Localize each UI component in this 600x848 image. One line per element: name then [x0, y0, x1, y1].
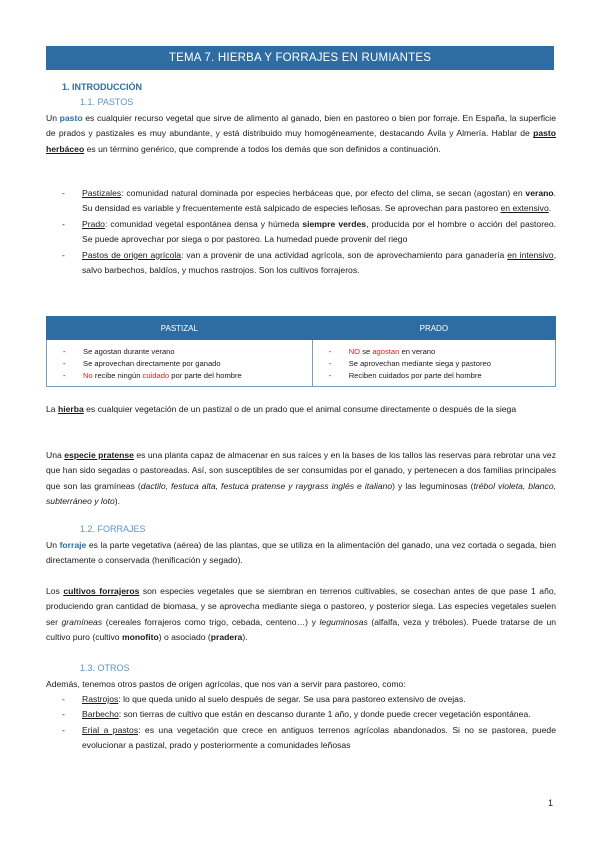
- list-item: - Reciben cuidados por parte del hombre: [329, 370, 555, 382]
- keyword-pasto: pasto: [59, 113, 83, 123]
- list-item-erial: - Erial a pastos: es una vegetación que crece en antiguos terrenos agrícolas abandonados. Si no se pastorea, puede evolucionar a pastizal, prado y posteriormente a comunidades leñosas: [62, 723, 556, 754]
- paragraph-especie-pratense: Una especie pratense es una planta capaz de almacenar en sus raíces y en la bases de los tallos las reservas para rebrotar una vez que han sido segadas o pastoreadas. Así, son susceptibles de ser consumidas por el ganado, y pertenecen a dos familias principales que son las gramíneas (dactilo, festuca alta, festuca pratense y raygrass inglés e italiano) y las leguminosas (trébol violeta, blanco, subterráneo y loto).: [46, 450, 556, 507]
- keyword-hierba: hierba: [57, 404, 84, 414]
- pasture-types-list: [62, 186, 556, 278]
- keyword-forraje: forraje: [59, 540, 87, 550]
- subsection-heading-forrajes: 1.2. FORRAJES: [80, 524, 146, 534]
- comparison-table: [46, 316, 556, 387]
- list-item: - No recibe ningún cuidado por parte del hombre: [63, 370, 312, 382]
- table-cell-pastizal: [47, 340, 313, 387]
- list-item-prado: - Prado: comunidad vegetal espontánea densa y húmeda siempre verdes, producida por el hombre o acción del pastoreo. Se puede aprovechar por siega o por pastoreo. La humedad puede provenir del riego: [62, 217, 556, 248]
- keyword-cultivos-forrajeros: cultivos forrajeros: [63, 586, 140, 596]
- list-item-rastrojos: - Rastrojos: lo que queda unido al suelo después de segar. Se usa para pastoreo extensivo de ovejas.: [62, 692, 556, 707]
- table-header-prado: PRADO: [312, 317, 555, 340]
- keyword-especie-pratense: especie pratense: [64, 450, 134, 460]
- table-cell-prado: [312, 340, 555, 387]
- list-item: - Se aprovechan mediante siega y pastoreo: [329, 358, 555, 370]
- page-number: 1: [548, 798, 554, 808]
- paragraph-cultivos-forrajeros: Los cultivos forrajeros son especies vegetales que se siembran en terrenos cultivables, se cosechan antes de que pase 1 año, produciendo gran cantidad de biomasa, y se aprovecha mediante siega o pastoreo, y posterior siega. Las especies vegetales suelen ser gramíneas (cereales forrajeros como trigo, cebada, centeno…) y leguminosas (alfalfa, veza y tréboles). Puede tratarse de un cultivo puro (cultivo monofito) o asociado (pradera).: [46, 586, 557, 643]
- list-item: - NO se agostan en verano: [329, 346, 555, 358]
- table-header-pastizal: PASTIZAL: [47, 317, 313, 340]
- document-title: TEMA 7. HIERBA Y FORRAJES EN RUMIANTES: [46, 46, 554, 70]
- agricultural-pastures-list: [62, 692, 556, 754]
- paragraph-pasto: Un pasto es cualquier recurso vegetal que sirve de alimento al ganado, bien en pastoreo o bien por forraje. En España, la superficie de prados y pastizales es muy abundante, y está distribuido muy homogéneamente, destacando Ávila y Almería. Hablar de pasto herbáceo es un término genérico, que comprende a todos los demás que son definidos a continuación.: [46, 113, 556, 154]
- keyword-pasto-herbaceo: pasto herbáceo: [46, 128, 556, 154]
- list-item-pastos-agricolas: - Pastos de origen agrícola: van a provenir de una actividad agrícola, son de aprovechamiento para ganadería en intensivo, salvo barbechos, baldíos, y muchos rastrojos. Son los cultivos forrajeros.: [62, 248, 556, 279]
- list-item-pastizales: - Pastizales: comunidad natural dominada por especies herbáceas que, por efecto del clima, se secan (agostan) en verano. Su densidad es variable y frecuentemente está salpicado de especies leñosas. Se aprovechan para pastoreo en extensivo.: [62, 186, 556, 217]
- section-heading-introduccion: 1. INTRODUCCIÓN: [62, 82, 143, 92]
- paragraph-forraje: Un forraje es la parte vegetativa (aérea) de las plantas, que se utiliza en la alimentación del ganado, una vez cortada o segada, bien directamente o conservada (henificación y segado).: [46, 540, 556, 566]
- subsection-heading-pastos: 1.1. PASTOS: [80, 97, 134, 107]
- subsection-heading-otros: 1.3. OTROS: [80, 663, 130, 673]
- list-item: - Se aprovechan directamente por ganado: [63, 358, 312, 370]
- list-item-barbecho: - Barbecho: son tierras de cultivo que están en descanso durante 1 año, y donde puede crecer vegetación espontánea.: [62, 707, 556, 722]
- paragraph-otros-intro: Además, tenemos otros pastos de origen agrícolas, que nos van a servir para pastoreo, como:: [46, 679, 406, 689]
- paragraph-hierba: La hierba es cualquier vegetación de un pastizal o de un prado que el animal consume directamente o después de la siega: [46, 404, 517, 414]
- list-item: - Se agostan durante verano: [63, 346, 312, 358]
